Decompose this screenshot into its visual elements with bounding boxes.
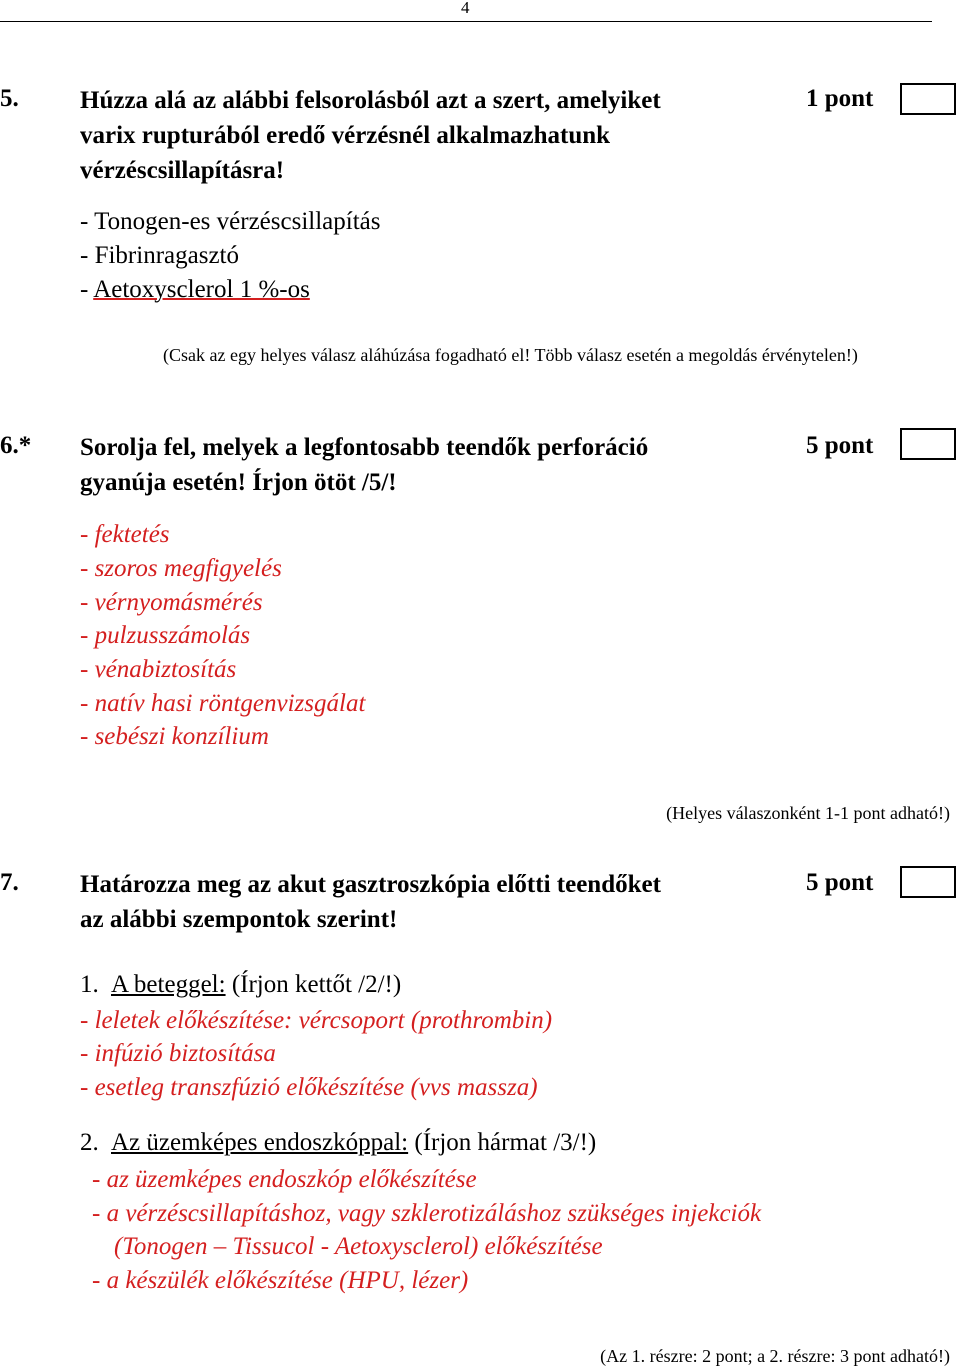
q6-answer-3: - vérnyomásmérés <box>80 589 263 616</box>
q7-part1-instruction: (Írjon kettőt /2/!) <box>231 971 402 998</box>
q5-text-line1: Húzza alá az alábbi felsorolásból azt a szert, amelyiket <box>80 87 661 114</box>
q7-note: (Az 1. részre: 2 pont; a 2. részre: 3 pont adható!) <box>600 1346 950 1366</box>
q6-answer-1: - fektetés <box>80 521 170 548</box>
q6-number: 6.* <box>0 432 32 459</box>
q7-part1-num: 1. <box>80 971 99 998</box>
q7-part1-answer-3: - esetleg transzfúzió előkészítése (vvs massza) <box>80 1074 538 1101</box>
q6-answer-6: - natív hasi röntgenvizsgálat <box>80 690 366 717</box>
q6-text-line1: Sorolja fel, melyek a legfontosabb teendők perforáció <box>80 434 649 461</box>
q7-part1-answer-1: - leletek előkészítése: vércsoport (prothrombin) <box>80 1007 553 1034</box>
q6-note: (Helyes válaszonként 1-1 pont adható!) <box>666 803 950 823</box>
q5-score-box[interactable] <box>900 83 956 115</box>
q7-text-line2: az alábbi szempontok szerint! <box>80 906 398 933</box>
q7-part1-label: A beteggel: <box>111 971 226 998</box>
q5-points: 1 pont <box>806 85 874 112</box>
q5-option-3 <box>80 273 310 307</box>
q7-number: 7. <box>0 869 19 896</box>
q6-answer-5: - vénabiztosítás <box>80 656 237 683</box>
q5-note: (Csak az egy helyes válasz aláhúzása fogadható el! Több válasz esetén a megoldás érvénytelen!) <box>163 345 858 365</box>
q6-score-box[interactable] <box>900 428 956 460</box>
q5-option-3-prefix: - <box>80 276 94 303</box>
q5-text-line2: varix rupturából eredő vérzésnél alkalmazhatunk <box>80 122 611 149</box>
q7-part1-answer-2: - infúzió biztosítása <box>80 1040 276 1067</box>
q6-answer-7: - sebészi konzílium <box>80 723 269 750</box>
q7-part2-answer-2: - a vérzéscsillapításhoz, vagy szklerotizáláshoz szükséges injekciók <box>92 1200 762 1227</box>
q7-part2-answer-4: - a készülék előkészítése (HPU, lézer) <box>92 1267 469 1294</box>
q7-score-box[interactable] <box>900 866 956 898</box>
header-divider <box>0 21 932 22</box>
q7-part2-label: Az üzemképes endoszkóppal: <box>111 1129 409 1156</box>
q5-option-1: - Tonogen-es vérzéscsillapítás <box>80 208 381 235</box>
q7-part2-header <box>80 1129 596 1157</box>
q7-part1-header <box>80 971 401 999</box>
q7-part2-answer-3: (Tonogen – Tissucol - Aetoxysclerol) előkészítése <box>114 1233 603 1260</box>
q7-text-line1: Határozza meg az akut gasztroszkópia előtti teendőket <box>80 871 661 898</box>
q6-answer-4: - pulzusszámolás <box>80 622 251 649</box>
q7-points: 5 pont <box>806 869 874 896</box>
q6-points: 5 pont <box>806 432 874 459</box>
q7-part2-num: 2. <box>80 1129 99 1156</box>
q7-part2-answer-1: - az üzemképes endoszkóp előkészítése <box>92 1166 477 1193</box>
q5-option-3-underlined-answer: Aetoxysclerol 1 %-os <box>93 276 310 303</box>
q7-part2-instruction: (Írjon hármat /3/!) <box>414 1129 597 1156</box>
q5-text-line3: vérzéscsillapításra! <box>80 157 285 184</box>
q5-option-2: - Fibrinragasztó <box>80 242 239 269</box>
page-number: 4 <box>461 0 470 17</box>
q6-text-line2: gyanúja esetén! Írjon ötöt /5/! <box>80 469 397 496</box>
q5-number: 5. <box>0 85 19 112</box>
q6-answer-2: - szoros megfigyelés <box>80 555 282 582</box>
